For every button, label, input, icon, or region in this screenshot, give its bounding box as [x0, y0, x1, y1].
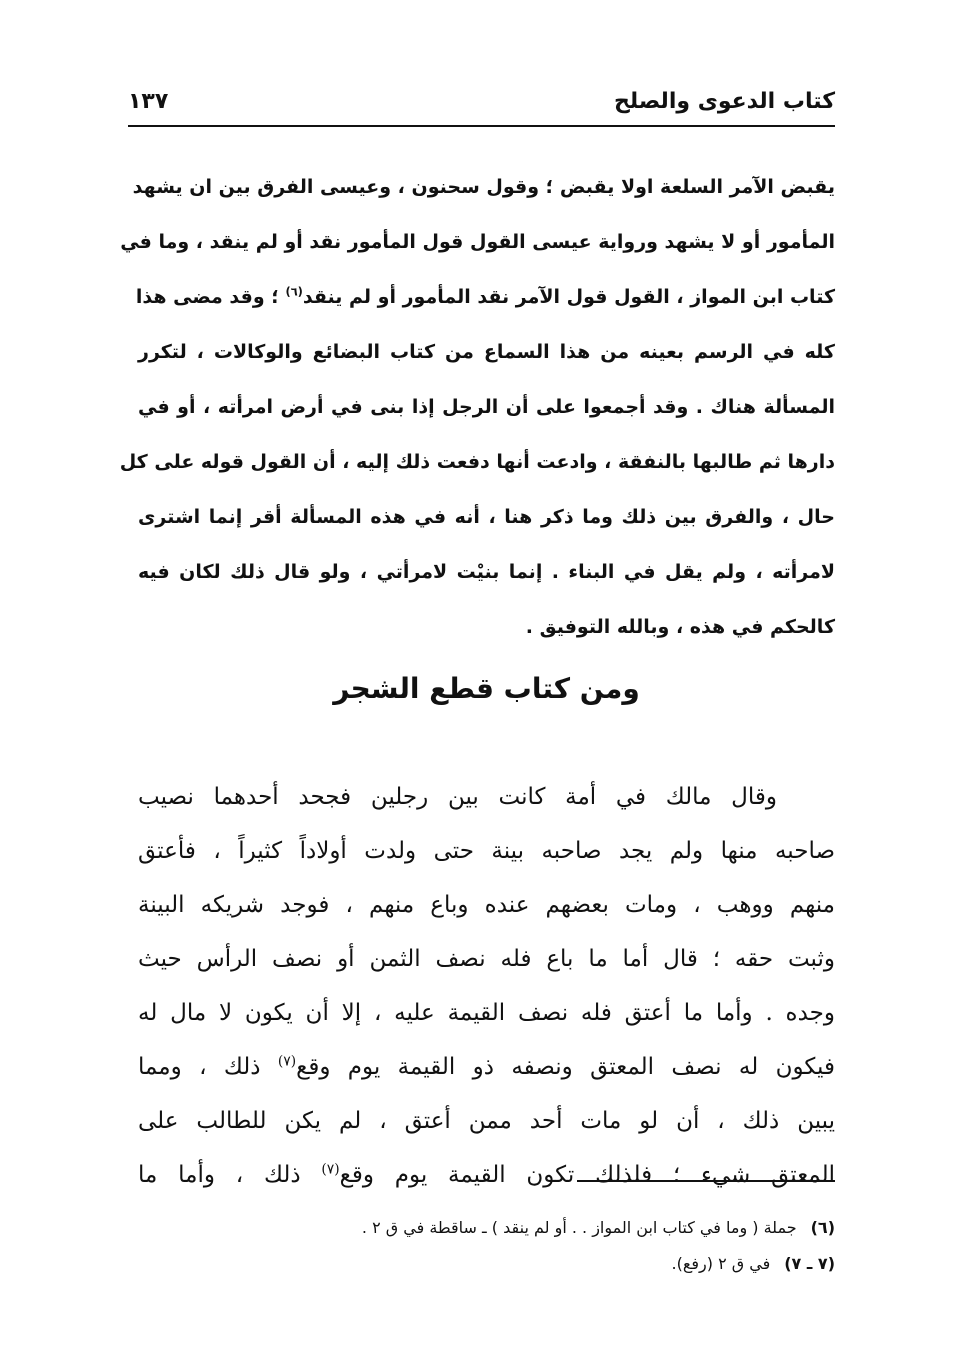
- page-number: ١٣٧: [128, 89, 169, 114]
- paragraph-main: [138, 770, 835, 1202]
- text-line: المسألة هناك . وقد أجمعوا على أن الرجل إذا بنى في أرض امرأته ، أو في: [138, 396, 835, 418]
- text-run: ذلك ، ومما: [138, 1054, 278, 1080]
- footnote-text: في ق ٢ (رفع).: [671, 1254, 771, 1273]
- footnote-divider: [577, 1180, 835, 1182]
- text-line: كله في الرسم بعينه من هذا السماع من كتاب البضائع والوكالات ، لتكرر: [138, 341, 835, 363]
- text-line: وثبت حقه ؛ قال أما ما باع فله نصف الثمن أو نصف الرأس حيث: [138, 946, 835, 972]
- footnote-marker: (٦): [810, 1218, 835, 1237]
- text-line: [138, 1148, 835, 1202]
- footnote-ref[interactable]: (٦): [285, 284, 303, 299]
- text-line: منهم ووهب ، ومات بعضهم عنده وباع منهم ، فوجد شريكه البينة: [138, 892, 835, 918]
- text-line: يقبض الآمر السلعة اولا يقبض ؛ وقول سحنون ، وعيسى الفرق بين ان يشهد: [132, 176, 835, 198]
- running-header: [128, 85, 835, 127]
- text-line: [135, 270, 835, 325]
- paragraph-commentary: [119, 160, 835, 655]
- footnote-text: جملة ( وما في كتاب ابن المواز . . أو لم ينقد ) ـ ساقطة في ق ٢ .: [361, 1218, 797, 1237]
- footnote-ref[interactable]: (٧): [321, 1161, 340, 1178]
- footnote-item: [138, 1246, 835, 1282]
- text-line: وقال مالك في أمة كانت بين رجلين فجحد أحدهما نصيب: [138, 784, 777, 810]
- text-run: المعتق شيء ؛ فلذلك تكون القيمة يوم وقع: [339, 1162, 835, 1188]
- text-line: المأمور أو لا يشهد ورواية عيسى القول قول المأمور نقد أو لم ينقد ، وما في: [120, 231, 835, 253]
- text-run: ذلك ، وأما ما: [138, 1162, 322, 1188]
- text-line: [138, 1040, 835, 1094]
- text-line: يبين ذلك ، أن لو مات أحد ممن أعتق ، لم يكن للطالب على: [138, 1108, 835, 1134]
- footnote-item: [138, 1210, 835, 1246]
- text-line: صاحبه منها ولم يجد صاحبه بينة حتى ولدت أولاداً كثيراً ، فأعتق: [138, 838, 835, 864]
- section-heading: ومن كتاب قطع الشجر: [333, 672, 640, 705]
- text-line: كالحكم في هذه ، وبالله التوفيق .: [525, 616, 835, 638]
- text-line: حال ، والفرق بين ذلك وما ذكر هنا ، أنه في هذه المسألة أقر إنما اشترى: [138, 506, 835, 528]
- text-line: لامرأته ، ولم يقل في البناء . إنما بنيْت لامرأتي ، ولو قال ذلك لكان فيه: [138, 561, 835, 583]
- text-run: ؛ وقد مضى هذا: [135, 286, 286, 308]
- footnote-ref[interactable]: (٧): [277, 1053, 297, 1070]
- footnotes: [138, 1210, 835, 1282]
- text-run: فيكون له نصف المعتق ونصفه ذو القيمة يوم وقع: [296, 1054, 835, 1080]
- footnote-marker: (٧ ـ ٧): [784, 1254, 835, 1273]
- chapter-title: كتاب الدعوى والصلح: [614, 89, 835, 114]
- text-run: كتاب ابن المواز ، القول قول الآمر نقد المأمور أو لم ينقد: [302, 286, 835, 308]
- text-line: وجده . وأما ما أعتق فله نصف القيمة عليه ، إلا أن يكون لا مال له: [138, 1000, 835, 1026]
- text-line: دارها ثم طالبها بالنفقة ، وادعت أنها دفعت ذلك إليه ، أن القول قوله على كل: [119, 451, 835, 473]
